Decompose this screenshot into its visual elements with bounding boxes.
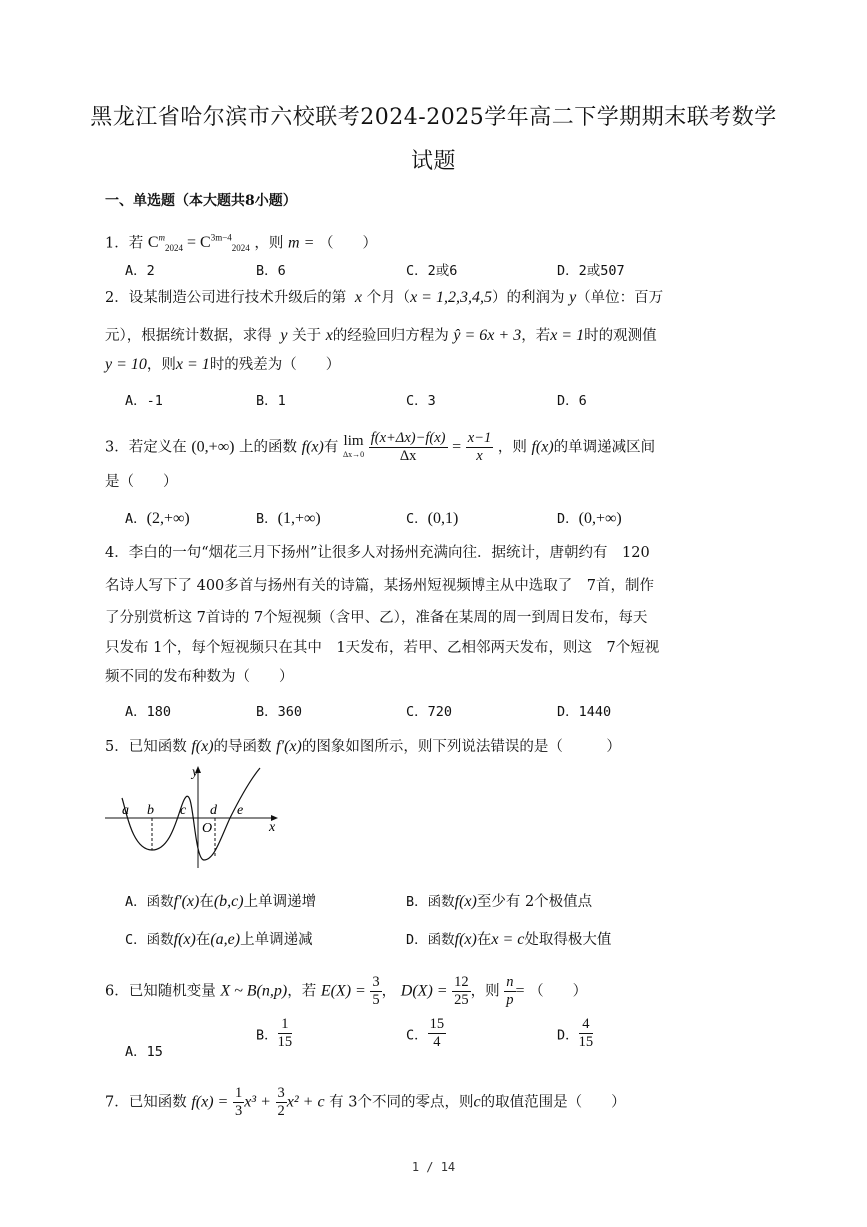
q6-ex-fraction	[370, 974, 381, 1009]
q2-line3-a: ，则	[146, 357, 176, 373]
q3-option-c-label: C．	[406, 511, 428, 527]
q7-suffix: 有 3个不同的零点，则	[329, 1094, 474, 1111]
question-2-line3	[105, 355, 340, 375]
label-a: a	[122, 803, 129, 818]
q1-option-c: C．2或6	[406, 263, 458, 279]
question-4-line1: 4．李白的一句“烟花三月下扬州”让很多人对扬州充满向往．据统计，唐朝约有 120	[105, 545, 650, 561]
q1-suffix: ，则	[254, 235, 284, 252]
q3-mid2: 有	[323, 439, 339, 456]
q3-rhs-denominator: x	[476, 448, 483, 464]
q2-text-b: 个月（	[366, 290, 411, 306]
q1-m: m =	[288, 234, 315, 252]
q1-option-b: B．6	[256, 263, 286, 279]
q6-eq: =	[515, 982, 525, 1000]
q2-text-c: ）的利润为	[491, 290, 565, 306]
q2-text-d: （单位：百万	[576, 290, 664, 306]
q6-d-num: 4	[579, 1016, 594, 1034]
q6-dx-num: 12	[454, 974, 469, 990]
q3-denominator: Δx	[399, 448, 417, 464]
q6-ex-den: 5	[372, 992, 380, 1008]
q6-dist: X ~ B(n,p)	[220, 982, 288, 1000]
q6-c-num: 15	[429, 1016, 445, 1032]
q6-ex-num: 3	[372, 974, 380, 990]
q3-option-a-value: (2,+∞)	[146, 510, 190, 527]
q6-c-label: C．	[406, 1027, 428, 1044]
q7-frac2	[276, 1085, 287, 1120]
q5-option-c	[125, 928, 313, 949]
q2-x1-b: x = 1	[175, 356, 210, 373]
q3-option-d-value: (0,+∞)	[578, 510, 622, 527]
q4-option-c: C．720	[406, 704, 453, 720]
q3-difference-quotient	[369, 430, 448, 465]
q5-b-tail: 至少有 2个极值点	[476, 894, 593, 910]
q7-fx: f(x) =	[191, 1093, 229, 1111]
q5-fpx: f′(x)	[276, 738, 302, 755]
q4-option-d: D．1440	[557, 704, 612, 720]
q2-x: x	[350, 289, 362, 306]
q5-d-xc: x = c	[491, 931, 525, 948]
q5-c-interval: (a,e)	[210, 931, 241, 948]
question-2-line2	[105, 326, 657, 346]
q3-suffix: ，则	[497, 439, 527, 456]
label-x: x	[269, 820, 276, 835]
q6-b-den: 15	[277, 1034, 293, 1050]
q7-frac2-den: 2	[277, 1103, 285, 1119]
q6-np-num: n	[506, 974, 514, 990]
q7-suffix2: 的取值范围是（ ）	[480, 1094, 626, 1111]
question-2-line1	[105, 288, 663, 308]
q4-option-b: B．360	[256, 704, 303, 720]
label-b: b	[147, 803, 154, 818]
q5-mid: 的导函数	[213, 739, 272, 755]
q1-option-a: A．2	[125, 263, 155, 279]
question-7	[105, 1085, 626, 1120]
q5-a-interval: (b,c)	[213, 893, 244, 910]
q3-mid1: 上的函数	[239, 439, 298, 456]
q6-then: ，则	[470, 983, 500, 1000]
q2-y2: y	[276, 327, 288, 344]
q2-option-b: B．1	[256, 393, 286, 409]
q7-frac1-den: 3	[234, 1103, 243, 1119]
q7-term1: x³ +	[244, 1093, 271, 1111]
q6-prefix: 6．已知随机变量	[105, 983, 216, 1000]
q5-a-fpx: f′(x)	[173, 893, 200, 910]
q1-prefix: 1．若	[105, 235, 144, 252]
q3-option-c-value: (0,1)	[427, 510, 459, 527]
q2-line2-e: 时的观测值	[584, 328, 657, 344]
q6-mid: ，若	[287, 983, 317, 1000]
question-4-line2: 名诗人写下了 400多首与扬州有关的诗篇，某扬州短视频博主从中选取了 7首，制作	[105, 578, 655, 594]
q2-line2-text: 元），根据统计数据，求得	[105, 328, 272, 344]
q5-c-fx: f(x)	[173, 931, 196, 948]
q3-interval: (0,+∞)	[191, 438, 235, 456]
q3-option-c	[406, 507, 458, 528]
q3-fx: f(x)	[301, 438, 324, 456]
q6-c-fraction	[428, 1016, 447, 1051]
q3-limit	[343, 434, 364, 462]
q6-ex: E(X) =	[320, 982, 366, 1000]
q5-a-tail: 上单调递增	[243, 894, 317, 910]
q1-combination-equation: $C^m_{2024} = C^{3m-4}_{2024}$	[147, 233, 250, 254]
q5-d-tail: 处取得极大值	[524, 932, 612, 948]
q6-np-den: p	[506, 992, 514, 1008]
q6-d-den: 15	[578, 1034, 594, 1050]
q2-line2-d: ，若	[521, 328, 551, 344]
q6-d-label: D．	[557, 1027, 579, 1044]
q6-option-c	[406, 1016, 446, 1051]
q2-line2-c: 的经验回归方程为	[332, 328, 449, 344]
label-c: c	[180, 803, 187, 818]
q3-prefix: 3．若定义在	[105, 439, 187, 456]
question-4-line5: 频不同的发布种数为（ ）	[105, 669, 294, 685]
q7-frac2-num: 3	[277, 1085, 285, 1101]
q3-option-d	[557, 507, 622, 528]
q2-line2-b: 关于	[292, 328, 322, 344]
q5-fx: f(x)	[191, 738, 214, 755]
q6-option-a: A．15	[125, 1044, 163, 1060]
q6-b-label: B．	[256, 1027, 278, 1044]
document-title-line2: 试题	[410, 149, 456, 174]
q5-b-text: B．函数	[406, 894, 455, 910]
q1-option-d: D．2或507	[557, 263, 625, 279]
q7-c: c	[473, 1093, 481, 1111]
label-d: d	[210, 803, 217, 818]
q6-option-d	[557, 1016, 593, 1051]
q6-dx-fraction	[452, 974, 471, 1009]
label-e: e	[237, 803, 244, 818]
label-y: y	[192, 765, 199, 780]
q3-option-d-label: D．	[557, 511, 579, 527]
question-3-line1	[105, 430, 655, 465]
q5-a-text: A．函数	[125, 894, 174, 910]
q7-frac1-num: 1	[234, 1085, 243, 1101]
q6-np-fraction	[504, 974, 515, 1009]
question-4-line3: 了分别赏析这 7首诗的 7个短视频（含甲、乙），准备在某周的周一到周日发布，每天	[105, 610, 648, 626]
page-number: 1 / 14	[411, 1160, 456, 1174]
q5-d-in: 在	[476, 932, 492, 948]
q3-rhs-numerator: x−1	[467, 430, 492, 446]
q6-b-fraction	[278, 1016, 293, 1051]
q6-paren: （ ）	[529, 983, 588, 1000]
q3-fx-2: f(x)	[531, 438, 554, 456]
q1-paren: （ ）	[318, 235, 377, 252]
q7-prefix: 7．已知函数	[105, 1094, 187, 1111]
q2-text: 2．设某制造公司进行技术升级后的第	[105, 290, 347, 306]
q2-option-a: A．-1	[125, 393, 163, 409]
q3-option-a	[125, 507, 190, 528]
q3-suffix2: 的单调递减区间	[553, 439, 656, 456]
derivative-graph	[100, 760, 285, 872]
question-5-line1	[105, 737, 621, 757]
q3-numerator: f(x+Δx)−f(x)	[370, 430, 446, 446]
q5-prefix: 5．已知函数	[105, 739, 187, 755]
q3-rhs-fraction	[466, 430, 493, 465]
q5-option-d	[406, 928, 611, 949]
section-heading: 一、单选题（本大题共8小题）	[105, 193, 297, 209]
question-1	[105, 228, 377, 259]
q2-line3-b: 时的残差为（ ）	[209, 357, 341, 373]
q6-dx-den: 25	[454, 992, 469, 1008]
q7-term2: x² + c	[286, 1093, 325, 1111]
q6-d-fraction	[579, 1016, 594, 1051]
q2-y10: y = 10	[105, 356, 147, 373]
q2-regression: ŷ = 6x + 3	[453, 327, 522, 344]
q2-x1: x = 1	[550, 327, 585, 344]
q5-option-b	[406, 890, 592, 911]
q2-x2: x	[325, 327, 333, 344]
q3-option-b-label: B．	[256, 511, 278, 527]
q3-equals: =	[452, 438, 462, 456]
document-title: 黑龙江省哈尔滨市六校联考2024-2025学年高二下学期期末联考数学	[90, 105, 777, 130]
q6-option-b	[256, 1016, 292, 1051]
q5-a-in: 在	[199, 894, 214, 910]
q2-xset: x = 1,2,3,4,5	[410, 289, 492, 306]
label-origin: O	[202, 821, 213, 836]
q5-d-text: D．函数	[406, 932, 455, 948]
q5-suffix: 的图象如图所示，则下列说法错误的是（ ）	[301, 739, 621, 755]
q5-c-tail: 上单调递减	[240, 932, 313, 948]
q6-c-den: 4	[433, 1034, 441, 1050]
q3-option-b-value: (1,+∞)	[277, 510, 321, 527]
question-6: 6．已知随机变量 X ~ B(n,p)，若 E(X) = $\frac{3}{5}$ ， D(X) = $\frac{12}{25}$ ，则 $\frac{n}{p}$ = （ ）	[105, 974, 588, 1008]
q2-y: y	[569, 289, 577, 306]
q3-option-a-label: A．	[125, 511, 147, 527]
q3-option-b	[256, 507, 321, 528]
q3-lim: lim	[343, 432, 364, 449]
q5-d-fx: f(x)	[454, 931, 477, 948]
q5-c-in: 在	[195, 932, 211, 948]
q3-lim-sub: Δx→0	[342, 449, 365, 459]
q5-c-text: C．函数	[125, 932, 174, 948]
q5-option-a	[125, 890, 316, 911]
q2-option-c: C．3	[406, 393, 436, 409]
q2-option-d: D．6	[557, 393, 587, 409]
question-3-line2: 是（ ）	[105, 474, 178, 490]
q5-b-fx: f(x)	[454, 893, 477, 910]
question-4-line4: 只发布 1个，每个短视频只在其中 1天发布，若甲、乙相邻两天发布，则这 7个短视	[105, 640, 660, 656]
q7-frac1	[233, 1085, 244, 1120]
q6-b-num: 1	[278, 1016, 293, 1034]
q4-option-a: A．180	[125, 704, 172, 720]
q6-dx: D(X) =	[400, 982, 448, 1000]
